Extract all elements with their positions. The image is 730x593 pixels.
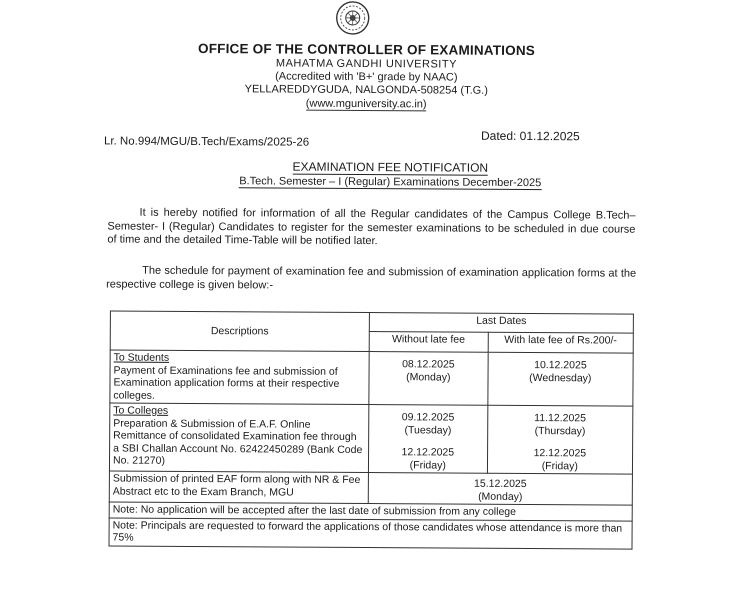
title-main: EXAMINATION FEE NOTIFICATION xyxy=(292,159,489,175)
colleges-label: To Colleges xyxy=(113,404,169,417)
note-no-late-applications: Note: No application will be accepted after the last date of submission from any college xyxy=(109,502,632,521)
notification-title xyxy=(213,159,568,191)
address: YELLAREDDYGUDA, NALGONDA-508254 (T.G.) xyxy=(244,83,488,97)
table-row-students xyxy=(110,350,633,406)
university-seal-icon xyxy=(332,0,374,40)
submission-date: 15.12.2025 xyxy=(474,477,527,491)
colleges-with-date-1: 11.12.2025 xyxy=(534,412,587,425)
students-with-day: (Wednesday) xyxy=(529,371,592,384)
header-without-late-fee: Without late fee xyxy=(369,331,488,352)
table-row-colleges xyxy=(109,403,632,474)
colleges-with-day-2: (Friday) xyxy=(541,459,578,472)
header-last-dates: Last Dates xyxy=(369,313,633,334)
header-descriptions: Descriptions xyxy=(110,311,369,352)
students-description xyxy=(110,350,369,405)
colleges-without-day-2: (Friday) xyxy=(409,458,446,472)
students-with-date: 10.12.2025 xyxy=(534,359,587,372)
paragraph-intro: It is hereby notified for information of all the Regular candidates of the Campus College B.Tech–Semester- I (Regular) Candidates to register for the semester examinations to be scheduled in due course of time and the detailed Time-Table will be notified later. xyxy=(107,206,636,248)
colleges-text-eaf: Preparation & Submission of E.A.F. Online xyxy=(113,416,311,431)
students-without-date: 08.12.2025 xyxy=(402,358,455,371)
colleges-description xyxy=(109,403,368,473)
paragraph-schedule: The schedule for payment of examination fee and submission of examination application forms at the respective college is given below:- xyxy=(106,264,637,291)
colleges-without-date-2: 12.12.2025 xyxy=(401,446,455,459)
title-sub: B.Tech. Semester – I (Regular) Examinations December-2025 xyxy=(239,175,542,190)
colleges-without-date-1: 09.12.2025 xyxy=(401,411,455,424)
note-attendance: Note: Principals are requested to forward the applications of those candidates whose attendance is more than 75% xyxy=(109,517,632,548)
students-text: Payment of Examinations fee and submission of Examination application forms at their respective colleges. xyxy=(113,363,340,402)
letter-number: Lr. No.994/MGU/B.Tech/Exams/2025-26 xyxy=(103,135,310,149)
submission-day: (Monday) xyxy=(478,490,523,503)
table-row-submission xyxy=(109,471,632,505)
fee-schedule-table xyxy=(108,310,633,549)
office-header xyxy=(171,41,561,112)
students-label: To Students xyxy=(113,351,170,364)
office-title: OFFICE OF THE CONTROLLER OF EXAMINATIONS xyxy=(197,41,536,59)
header-with-late-fee: With late fee of Rs.200/- xyxy=(488,332,633,353)
colleges-text-remittance: Remittance of consolidated Examination fee through a SBI Challan Account No. 62422450289 (Bank Code No. 21270) xyxy=(112,429,363,467)
colleges-without-day-1: (Tuesday) xyxy=(404,423,452,437)
colleges-with-day-1: (Thursday) xyxy=(534,424,586,437)
submission-description: Submission of printed EAF form along with NR & Fee Abstract etc to the Exam Branch, MGU xyxy=(109,471,368,504)
accreditation: (Accredited with 'B+' grade by NAAC) xyxy=(275,70,458,84)
university-name: MAHATMA GANDHI UNIVERSITY xyxy=(275,57,457,71)
date-line: Dated: 01.12.2025 xyxy=(480,128,580,144)
students-without-day: (Monday) xyxy=(406,370,451,384)
website-link[interactable]: (www.mguniversity.ac.in) xyxy=(305,97,427,111)
colleges-with-date-2: 12.12.2025 xyxy=(533,447,587,460)
